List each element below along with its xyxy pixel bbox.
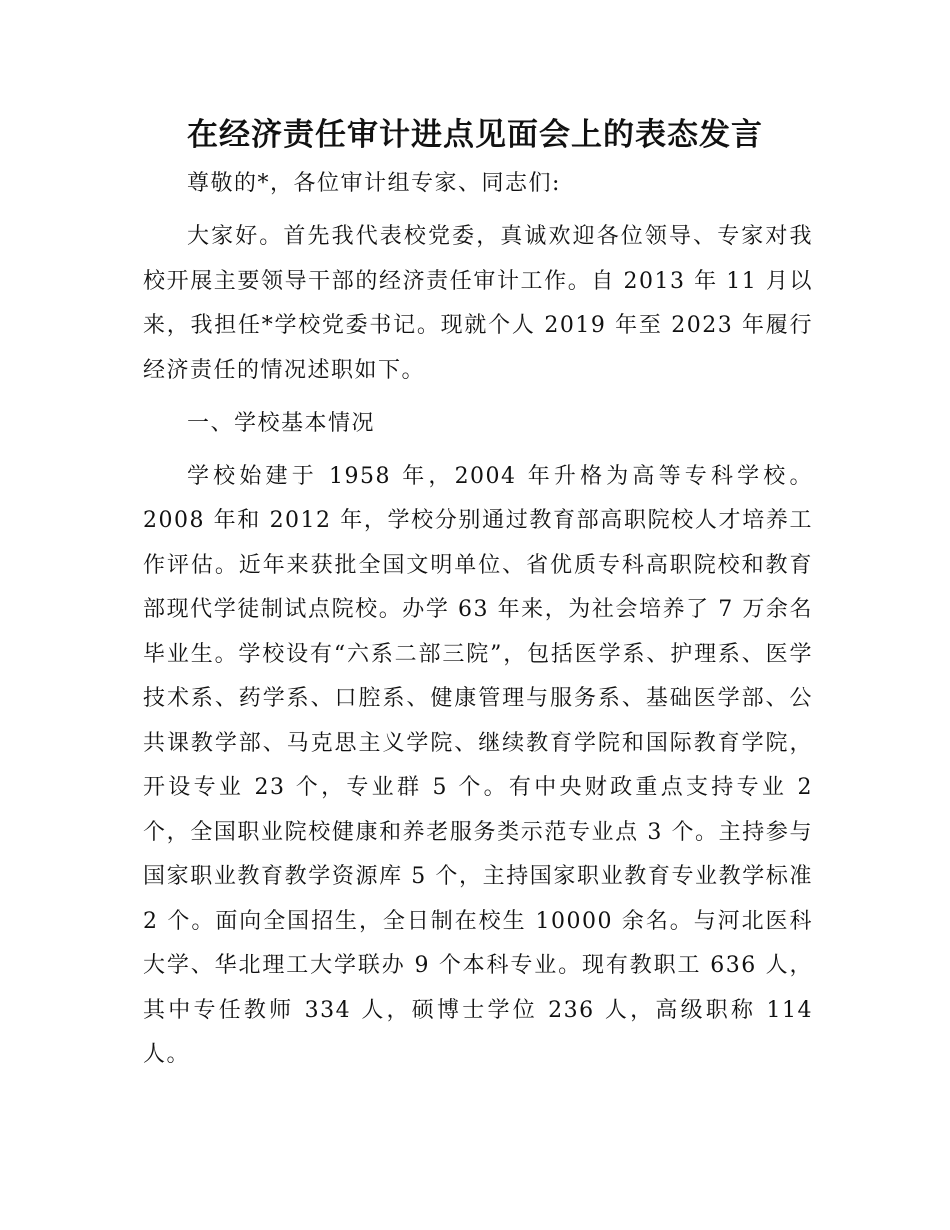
document-body xyxy=(143,162,813,1078)
school-overview-paragraph: 学校始建于 1958 年，2004 年升格为高等专科学校。2008 年和 2012 年，学校分别通过教育部高职院校人才培养工作评估。近年来获批全国文明单位、省优质专科高职院校和教育部现代学徒制试点院校。办学 63 年来，为社会培养了 7 万余名毕业生。学校设有“六系二部三院”，包括医学系、护理系、医学技术系、药学系、口腔系、健康管理与服务系、基础医学部、公共课教学部、马克思主义学院、继续教育学院和国际教育学院，开设专业 23 个，专业群 5 个。有中央财政重点支持专业 2 个，全国职业院校健康和养老服务类示范专业点 3 个。主持参与国家职业教育教学资源库 5 个，主持国家职业教育专业教学标准 2 个。面向全国招生，全日制在校生 10000 余名。与河北医科大学、华北理工大学联办 9 个本科专业。现有教职工 636 人，其中专任教师 334 人，硕博士学位 236 人，高级职称 114 人。 xyxy=(143,463,813,1067)
section-heading: 一、学校基本情况 xyxy=(187,410,376,436)
salutation-paragraph: 尊敬的*，各位审计组专家、同志们: xyxy=(187,171,561,196)
opening-paragraph: 大家好。首先我代表校党委，真诚欢迎各位领导、专家对我校开展主要领导干部的经济责任审计工作。自 2013 年 11 月以来，我担任*学校党委书记。现就个人 2019 年至 2023 年履行经济责任的情况述职如下。 xyxy=(143,224,813,383)
document-title: 在经济责任审计进点见面会上的表态发言 xyxy=(187,117,763,153)
